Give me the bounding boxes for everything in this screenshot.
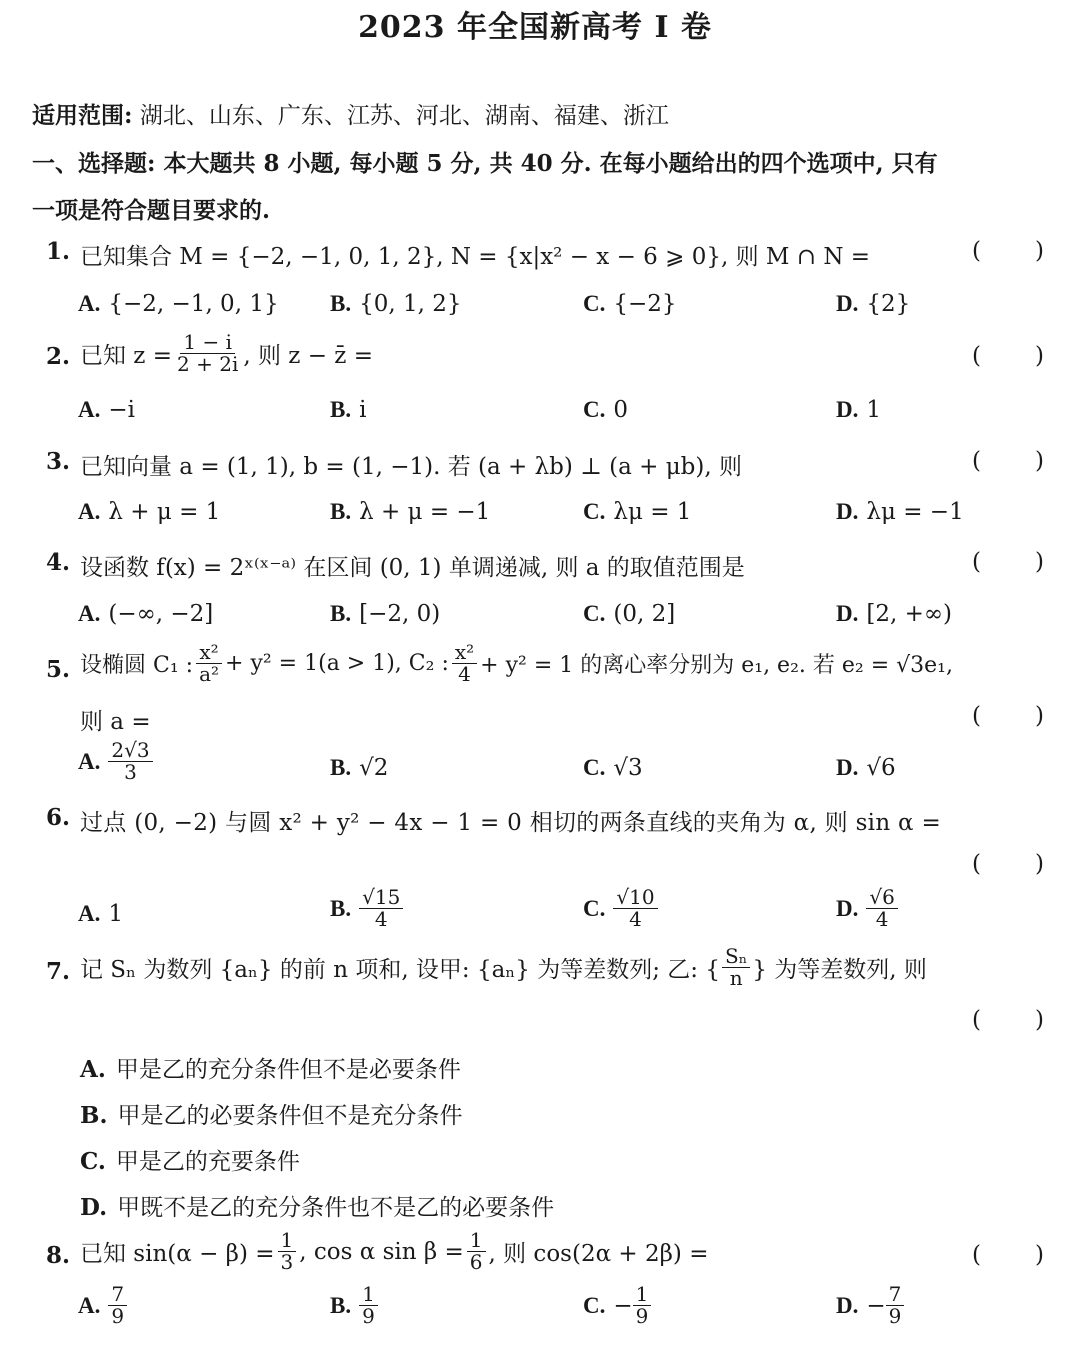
fraction-denominator: 9 <box>635 1304 649 1328</box>
paren-close: ) <box>1035 238 1044 264</box>
option-text: (−∞, −2] <box>108 601 214 627</box>
paren-open: ( <box>972 343 981 369</box>
answer-paren <box>972 343 1044 369</box>
option <box>330 499 490 525</box>
option-text: √6 <box>866 755 896 781</box>
option-label: A. <box>78 291 101 316</box>
answer-paren <box>972 851 1044 877</box>
question-text <box>80 332 373 375</box>
question-text: 已知向量 a = (1, 1), b = (1, −1). 若 (a + λb) ⊥ (a + μb), 则 <box>80 454 742 480</box>
answer-paren <box>972 448 1044 474</box>
fraction-denominator: 4 <box>629 907 642 931</box>
option-text: 0 <box>613 397 629 423</box>
option <box>836 397 881 423</box>
fraction <box>613 887 657 930</box>
fraction <box>886 1284 905 1327</box>
fraction-numerator: 2√3 <box>108 740 152 762</box>
option-label: D. <box>836 397 859 422</box>
option-label: D. <box>836 499 859 524</box>
fraction-numerator: x² <box>196 642 221 664</box>
option-label: B. <box>330 601 352 626</box>
option-label: D. <box>836 895 859 921</box>
option <box>80 1051 461 1084</box>
question-text-part: 记 Sₙ 为数列 {aₙ} 的前 n 项和, 设甲: {aₙ} 为等差数列; 乙: { <box>80 957 720 983</box>
option-text: √3 <box>613 755 643 781</box>
answer-paren <box>972 703 1044 729</box>
paren-open: ( <box>972 238 981 264</box>
option-label: B. <box>330 895 352 921</box>
option-label: A. <box>78 901 101 926</box>
answer-paren <box>972 549 1044 575</box>
question-text-part: 设椭圆 C₁ : <box>80 653 194 678</box>
fraction-denominator: 9 <box>362 1304 375 1328</box>
option-label: C. <box>80 1148 106 1175</box>
fraction-numerator: √10 <box>613 887 657 909</box>
option-label: A. <box>80 1056 106 1083</box>
question-text-part: 已知 sin(α − β) = <box>80 1241 275 1267</box>
question-number: 7. <box>46 958 71 985</box>
fraction-numerator: 7 <box>108 1284 127 1306</box>
option <box>583 1284 651 1327</box>
paren-open: ( <box>972 549 981 575</box>
fraction <box>866 887 897 930</box>
fraction-numerator: 7 <box>886 1284 905 1306</box>
paren-close: ) <box>1035 343 1044 369</box>
question-number: 6. <box>46 804 71 831</box>
paren-close: ) <box>1035 703 1044 729</box>
option <box>836 601 952 627</box>
option <box>583 291 677 317</box>
option-text: 甲是乙的充要条件 <box>115 1149 300 1175</box>
fraction-numerator: 1 <box>633 1284 652 1306</box>
option <box>78 499 220 525</box>
option-label: A. <box>78 601 101 626</box>
fraction-denominator: n <box>729 966 743 990</box>
fraction-denominator: 4 <box>875 907 889 931</box>
option-sign: − <box>866 1292 886 1319</box>
option-text: λμ = −1 <box>866 499 964 525</box>
option-label: D. <box>80 1194 108 1221</box>
option <box>583 601 675 627</box>
option-text: 甲是乙的必要条件但不是充分条件 <box>117 1103 463 1129</box>
paren-close: ) <box>1035 1007 1044 1033</box>
option <box>583 397 628 423</box>
option-text: 甲是乙的充分条件但不是必要条件 <box>115 1057 461 1083</box>
question-text-part: + y² = 1 的离心率分别为 e₁, e₂. 若 e₂ = √3e₁, <box>480 653 953 678</box>
fraction-denominator: a² <box>199 662 220 686</box>
fraction <box>359 887 403 930</box>
fraction <box>633 1284 652 1327</box>
option <box>78 901 123 927</box>
option-text: λμ = 1 <box>613 499 692 525</box>
paren-close: ) <box>1035 1242 1044 1268</box>
option-text: (0, 2] <box>613 601 676 627</box>
question-text <box>80 946 927 989</box>
fraction <box>108 1284 127 1327</box>
option <box>330 1284 378 1327</box>
page-title: 2023 年全国新高考 I 卷 <box>358 10 712 45</box>
option-label: D. <box>836 291 859 316</box>
option <box>583 499 691 525</box>
option <box>80 1189 554 1222</box>
fraction-denominator: 2 + 2i <box>177 352 239 376</box>
fraction <box>278 1230 297 1273</box>
option-label: D. <box>836 755 859 780</box>
option <box>836 887 898 930</box>
fraction-denominator: 4 <box>374 907 388 931</box>
option-label: B. <box>330 499 352 524</box>
fraction-numerator: √6 <box>866 887 897 909</box>
option-label: C. <box>583 755 606 780</box>
fraction <box>196 642 222 685</box>
fraction-numerator: 1 <box>359 1284 378 1306</box>
question-number: 4. <box>46 549 71 576</box>
option <box>330 291 462 317</box>
scope-label: 适用范围: <box>32 102 133 129</box>
option-label: C. <box>583 1292 606 1318</box>
fraction-numerator: 1 − i <box>180 332 235 354</box>
fraction <box>108 740 152 783</box>
paren-open: ( <box>972 448 981 474</box>
option-label: B. <box>330 1292 352 1318</box>
option <box>78 601 213 627</box>
option-label: A. <box>78 1292 101 1318</box>
fraction-denominator: 3 <box>280 1250 294 1274</box>
option-sign: − <box>613 1292 633 1319</box>
fraction-denominator: 3 <box>124 760 137 784</box>
option <box>583 887 658 930</box>
option-label: B. <box>80 1102 108 1129</box>
option-text: {−2} <box>613 291 677 317</box>
option <box>78 740 153 783</box>
paren-close: ) <box>1035 448 1044 474</box>
option-label: C. <box>583 895 606 921</box>
option-label: A. <box>78 748 101 774</box>
paren-open: ( <box>972 703 981 729</box>
paren-close: ) <box>1035 851 1044 877</box>
option-text: −i <box>108 397 136 423</box>
answer-paren <box>972 238 1044 264</box>
option <box>583 755 643 781</box>
question-text-part: + y² = 1(a > 1), C₂ : <box>225 651 449 676</box>
scope-provinces: 湖北、山东、广东、江苏、河北、湖南、福建、浙江 <box>139 103 669 129</box>
question-number: 1. <box>46 238 71 265</box>
option-label: B. <box>330 291 352 316</box>
paren-open: ( <box>972 1007 981 1033</box>
fraction-numerator: 1 <box>278 1230 297 1252</box>
fraction-numerator: √15 <box>359 887 403 909</box>
option <box>330 397 366 423</box>
option-text: λ + μ = 1 <box>108 499 221 525</box>
paren-close: ) <box>1035 549 1044 575</box>
option-label: D. <box>836 1292 859 1318</box>
option-label: D. <box>836 601 859 626</box>
option <box>836 499 964 525</box>
scope-line <box>32 97 669 130</box>
option-text: i <box>359 397 367 423</box>
option-text: {−2, −1, 0, 1} <box>108 291 279 317</box>
option <box>330 601 440 627</box>
option <box>80 1143 300 1176</box>
fraction <box>722 946 750 989</box>
option-text: [2, +∞) <box>866 601 953 627</box>
option-text: 1 <box>108 901 124 927</box>
option-label: A. <box>78 397 101 422</box>
question-text-part: , cos α sin β = <box>299 1238 464 1265</box>
section-heading-line-1: 一、选择题: 本大题共 8 小题, 每小题 5 分, 共 40 分. 在每小题给出的四个选项中, 只有 <box>32 150 938 177</box>
option <box>836 1284 904 1327</box>
option-label: B. <box>330 397 352 422</box>
option <box>78 291 279 317</box>
question-text-line-2: 则 a = <box>80 709 151 735</box>
question-text: 设函数 f(x) = 2ˣ⁽ˣ⁻ᵃ⁾ 在区间 (0, 1) 单调递减, 则 a 的取值范围是 <box>80 555 745 581</box>
fraction-denominator: 4 <box>458 662 471 686</box>
option-label: C. <box>583 499 606 524</box>
fraction <box>467 1230 486 1273</box>
option-text: 1 <box>866 397 882 423</box>
option-text: {0, 1, 2} <box>359 291 462 317</box>
question-text <box>80 642 953 685</box>
fraction-numerator: x² <box>452 642 477 664</box>
option-label: A. <box>78 499 101 524</box>
fraction-denominator: 6 <box>469 1250 483 1274</box>
fraction-numerator: Sₙ <box>722 946 750 968</box>
fraction-denominator: 9 <box>111 1304 125 1328</box>
paren-open: ( <box>972 1242 981 1268</box>
question-text: 已知集合 M = {−2, −1, 0, 1, 2}, N = {x|x² − x − 6 ⩾ 0}, 则 M ∩ N = <box>80 244 871 270</box>
fraction-numerator: 1 <box>467 1230 486 1252</box>
fraction <box>452 642 477 685</box>
question-text-part: 已知 z = <box>80 343 173 369</box>
section-heading-line-2: 一项是符合题目要求的. <box>32 197 271 224</box>
question-text-part: , 则 z − z̄ = <box>243 343 373 369</box>
option-text: λ + μ = −1 <box>359 499 491 525</box>
fraction-denominator: 9 <box>888 1304 902 1328</box>
option-text: 甲既不是乙的充分条件也不是乙的必要条件 <box>117 1195 555 1221</box>
question-number: 3. <box>46 448 71 475</box>
answer-paren <box>972 1007 1044 1033</box>
option <box>330 755 388 781</box>
option <box>78 1284 127 1327</box>
option <box>330 887 403 930</box>
question-text <box>80 1230 708 1273</box>
question-text-part: } 为等差数列, 则 <box>752 957 927 983</box>
option-text: √2 <box>359 755 389 781</box>
answer-paren <box>972 1242 1044 1268</box>
option-label: C. <box>583 601 606 626</box>
option <box>80 1097 462 1130</box>
question-number: 8. <box>46 1242 71 1269</box>
option-label: C. <box>583 397 606 422</box>
question-number: 2. <box>46 343 71 370</box>
question-text-part: , 则 cos(2α + 2β) = <box>488 1241 709 1267</box>
fraction <box>174 332 241 375</box>
question-number: 5. <box>46 656 71 683</box>
option <box>78 397 135 423</box>
option <box>836 291 910 317</box>
option-text: {2} <box>866 291 911 317</box>
fraction <box>359 1284 378 1327</box>
option-text: [−2, 0) <box>359 601 441 627</box>
option-label: B. <box>330 755 352 780</box>
option <box>836 755 896 781</box>
question-text: 过点 (0, −2) 与圆 x² + y² − 4x − 1 = 0 相切的两条直线的夹角为 α, 则 sin α = <box>80 810 942 836</box>
paren-open: ( <box>972 851 981 877</box>
option-label: C. <box>583 291 606 316</box>
